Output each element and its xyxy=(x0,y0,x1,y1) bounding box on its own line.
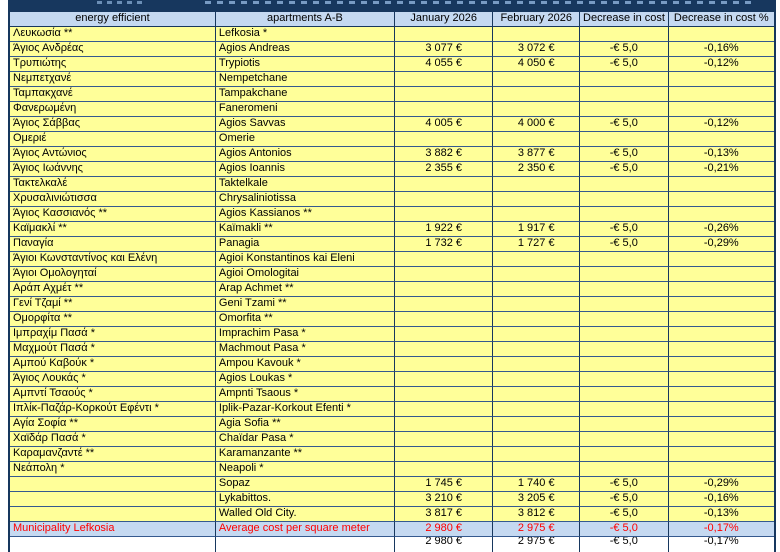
value-cell[interactable] xyxy=(580,132,669,147)
value-cell[interactable] xyxy=(395,297,494,312)
district-name-greek-cell[interactable]: Φανερωμένη xyxy=(10,102,216,117)
value-cell[interactable]: -0,17% xyxy=(703,537,739,547)
value-cell[interactable] xyxy=(669,27,774,42)
district-name-greek-cell[interactable]: Αγία Σοφία ** xyxy=(10,417,216,432)
district-name-english-cell[interactable]: Arap Achmet ** xyxy=(216,282,395,297)
value-cell[interactable] xyxy=(580,327,669,342)
table-row xyxy=(10,477,774,492)
value-cell[interactable] xyxy=(395,342,494,357)
value-cell[interactable] xyxy=(493,252,580,267)
value-cell[interactable] xyxy=(493,282,580,297)
value-cell[interactable] xyxy=(580,297,669,312)
table-row xyxy=(10,432,774,447)
district-name-english-cell[interactable] xyxy=(216,537,395,552)
table-row xyxy=(10,162,774,177)
value-cell[interactable] xyxy=(493,357,580,372)
table-row xyxy=(10,27,774,42)
district-name-english-cell[interactable]: Lykabittos. xyxy=(216,492,395,507)
column-header-january-2026[interactable]: January 2026 xyxy=(395,12,494,27)
value-cell[interactable] xyxy=(580,72,669,87)
district-name-english-cell[interactable]: Agios Andreas xyxy=(216,42,395,57)
value-cell[interactable] xyxy=(493,102,580,117)
value-cell[interactable]: -0,29% xyxy=(669,237,774,252)
district-name-greek-cell[interactable]: Ταμπακχανέ xyxy=(10,87,216,102)
value-cell[interactable] xyxy=(669,387,774,402)
district-name-english-cell[interactable]: Neapoli * xyxy=(216,462,395,477)
value-cell[interactable] xyxy=(669,132,774,147)
value-cell[interactable] xyxy=(580,102,669,117)
table-row xyxy=(10,102,774,117)
value-cell[interactable]: -0,17% xyxy=(669,522,774,537)
value-cell[interactable] xyxy=(395,432,494,447)
value-cell[interactable] xyxy=(395,372,494,387)
value-cell[interactable]: 2 975 € xyxy=(493,522,580,537)
table-row xyxy=(10,342,774,357)
district-name-greek-cell[interactable]: Άγιος Σάββας xyxy=(10,117,216,132)
value-cell[interactable] xyxy=(580,387,669,402)
value-cell[interactable] xyxy=(669,342,774,357)
district-name-greek-cell[interactable]: Παναγία xyxy=(10,237,216,252)
district-name-english-cell[interactable]: Agios Antonios xyxy=(216,147,395,162)
district-name-greek-cell[interactable]: Νεάπολη * xyxy=(10,462,216,477)
table-row xyxy=(10,132,774,147)
value-cell[interactable] xyxy=(395,192,494,207)
value-cell[interactable] xyxy=(395,267,494,282)
value-cell[interactable] xyxy=(580,357,669,372)
district-name-greek-cell[interactable]: Άγιος Λουκάς * xyxy=(10,372,216,387)
value-cell[interactable]: 4 055 € xyxy=(395,57,494,72)
value-cell[interactable] xyxy=(580,462,669,477)
table-row xyxy=(10,177,774,192)
table-row xyxy=(10,312,774,327)
value-cell[interactable] xyxy=(493,417,580,432)
value-cell[interactable]: 2 350 € xyxy=(493,162,580,177)
district-name-english-cell[interactable]: Faneromeni xyxy=(216,102,395,117)
table-row xyxy=(10,207,774,222)
district-name-greek-cell[interactable]: Τρυπιώτης xyxy=(10,57,216,72)
value-cell[interactable]: -€ 5,0 xyxy=(580,222,669,237)
value-cell[interactable] xyxy=(493,462,580,477)
district-name-greek-cell[interactable]: Άγιος Κασσιανός ** xyxy=(10,207,216,222)
value-cell[interactable] xyxy=(493,312,580,327)
value-cell[interactable]: -0,16% xyxy=(669,492,774,507)
value-cell[interactable] xyxy=(669,402,774,417)
value-cell[interactable] xyxy=(493,342,580,357)
value-cell[interactable]: -0,12% xyxy=(669,117,774,132)
table-row xyxy=(10,537,774,552)
district-name-greek-cell[interactable]: Ομεριέ xyxy=(10,132,216,147)
value-cell[interactable] xyxy=(669,312,774,327)
district-name-greek-cell[interactable]: Καραμανζαντέ ** xyxy=(10,447,216,462)
value-cell[interactable] xyxy=(493,192,580,207)
district-name-english-cell[interactable]: Geni Tzami ** xyxy=(216,297,395,312)
district-name-greek-cell[interactable]: Ιμπραχίμ Πασά * xyxy=(10,327,216,342)
district-name-english-cell[interactable]: Walled Old City. xyxy=(216,507,395,522)
value-cell[interactable] xyxy=(580,432,669,447)
district-name-greek-cell[interactable]: Μαχμούτ Πασά * xyxy=(10,342,216,357)
value-cell[interactable]: -€ 5,0 xyxy=(580,237,669,252)
table-row xyxy=(10,252,774,267)
district-name-english-cell[interactable]: Trypiotis xyxy=(216,57,395,72)
value-cell[interactable] xyxy=(395,252,494,267)
table-row xyxy=(10,387,774,402)
district-name-english-cell[interactable]: Average cost per square meter xyxy=(216,522,395,537)
value-cell[interactable]: 2 355 € xyxy=(395,162,494,177)
value-cell[interactable]: -0,29% xyxy=(669,477,774,492)
value-cell[interactable]: 4 000 € xyxy=(493,117,580,132)
table-row xyxy=(10,372,774,387)
district-name-greek-cell[interactable] xyxy=(10,492,216,507)
value-cell[interactable]: 3 072 € xyxy=(493,42,580,57)
district-name-english-cell[interactable]: Lefkosia * xyxy=(216,27,395,42)
value-cell[interactable] xyxy=(395,357,494,372)
value-cell[interactable] xyxy=(669,102,774,117)
district-name-greek-cell[interactable]: Άγιος Ανδρέας xyxy=(10,42,216,57)
value-cell[interactable] xyxy=(395,447,494,462)
district-name-english-cell[interactable]: Ampnti Tsaous * xyxy=(216,387,395,402)
value-cell[interactable]: 1 740 € xyxy=(493,477,580,492)
table-row xyxy=(10,462,774,477)
value-cell[interactable] xyxy=(580,267,669,282)
value-cell[interactable] xyxy=(395,72,494,87)
value-cell[interactable] xyxy=(395,327,494,342)
value-cell[interactable] xyxy=(580,447,669,462)
value-cell[interactable]: 1 922 € xyxy=(395,222,494,237)
value-cell[interactable] xyxy=(395,132,494,147)
districts-table xyxy=(8,11,776,552)
district-name-greek-cell[interactable]: Χρυσαλινιώτισσα xyxy=(10,192,216,207)
table-row xyxy=(10,222,774,237)
value-cell[interactable] xyxy=(669,447,774,462)
value-cell[interactable]: 2 975 € xyxy=(493,537,580,552)
value-cell[interactable] xyxy=(669,327,774,342)
table-body xyxy=(10,27,774,552)
value-cell[interactable] xyxy=(580,312,669,327)
value-cell[interactable]: -€ 5,0 xyxy=(580,537,669,552)
value-cell[interactable] xyxy=(580,402,669,417)
value-cell[interactable] xyxy=(493,177,580,192)
district-name-greek-cell[interactable]: Γενί Τζαμί ** xyxy=(10,297,216,312)
table-row xyxy=(10,507,774,522)
table-row xyxy=(10,522,774,537)
district-name-greek-cell[interactable]: Άγιος Αντώνιος xyxy=(10,147,216,162)
value-cell[interactable] xyxy=(669,372,774,387)
value-cell[interactable] xyxy=(493,267,580,282)
value-cell[interactable] xyxy=(493,207,580,222)
value-cell[interactable]: -€ 5,0 xyxy=(580,147,669,162)
district-name-english-cell[interactable]: Chrysaliniotissa xyxy=(216,192,395,207)
value-cell[interactable] xyxy=(669,297,774,312)
value-cell[interactable] xyxy=(395,402,494,417)
district-name-english-cell[interactable]: Omorfita ** xyxy=(216,312,395,327)
district-name-english-cell[interactable]: Machmout Pasa * xyxy=(216,342,395,357)
value-cell[interactable]: 1 917 € xyxy=(493,222,580,237)
value-cell[interactable] xyxy=(493,27,580,42)
value-cell[interactable] xyxy=(493,387,580,402)
table-row xyxy=(10,57,774,72)
value-cell[interactable]: 1 727 € xyxy=(493,237,580,252)
value-cell[interactable]: 2 980 € xyxy=(395,522,494,537)
table-row xyxy=(10,282,774,297)
value-cell[interactable]: -€ 5,0 xyxy=(580,477,669,492)
value-cell[interactable]: -0,12% xyxy=(669,57,774,72)
district-name-english-cell[interactable]: Ampou Kavouk * xyxy=(216,357,395,372)
table-row xyxy=(10,417,774,432)
table-row xyxy=(10,357,774,372)
value-cell[interactable] xyxy=(493,327,580,342)
district-name-english-cell[interactable]: Taktelkale xyxy=(216,177,395,192)
value-cell[interactable] xyxy=(395,387,494,402)
value-cell[interactable]: 3 877 € xyxy=(493,147,580,162)
value-cell[interactable] xyxy=(493,72,580,87)
table-row xyxy=(10,492,774,507)
value-cell[interactable] xyxy=(580,177,669,192)
value-cell[interactable] xyxy=(493,432,580,447)
district-name-english-cell[interactable]: Agioi Omologitai xyxy=(216,267,395,282)
title-bar[interactable] xyxy=(8,0,776,11)
column-header-decrease-in-cost-pct[interactable]: Decrease in cost % xyxy=(669,12,774,27)
table-row xyxy=(10,402,774,417)
value-cell[interactable]: 1 732 € xyxy=(395,237,494,252)
value-cell[interactable] xyxy=(395,312,494,327)
district-name-greek-cell[interactable]: Τακτελκαλέ xyxy=(10,177,216,192)
value-cell[interactable] xyxy=(580,87,669,102)
value-cell[interactable]: 3 817 € xyxy=(395,507,494,522)
value-cell[interactable] xyxy=(669,192,774,207)
value-cell[interactable] xyxy=(493,402,580,417)
value-cell[interactable] xyxy=(493,132,580,147)
value-cell[interactable] xyxy=(669,72,774,87)
value-cell[interactable] xyxy=(580,192,669,207)
value-cell[interactable]: -€ 5,0 xyxy=(580,117,669,132)
district-name-english-cell[interactable]: Iplik-Pazar-Korkout Efenti * xyxy=(216,402,395,417)
value-cell[interactable] xyxy=(669,462,774,477)
column-header-february-2026[interactable]: February 2026 xyxy=(493,12,580,27)
value-cell[interactable]: -0,26% xyxy=(669,222,774,237)
value-cell[interactable]: 1 745 € xyxy=(395,477,494,492)
value-cell[interactable]: -€ 5,0 xyxy=(580,507,669,522)
table-row xyxy=(10,192,774,207)
value-cell[interactable] xyxy=(580,342,669,357)
value-cell[interactable] xyxy=(395,417,494,432)
district-name-english-cell[interactable]: Panagia xyxy=(216,237,395,252)
value-cell[interactable] xyxy=(669,207,774,222)
district-name-english-cell[interactable]: Tampakchane xyxy=(216,87,395,102)
table-row xyxy=(10,447,774,462)
value-cell[interactable] xyxy=(395,27,494,42)
value-cell[interactable] xyxy=(669,252,774,267)
value-cell[interactable]: 4 050 € xyxy=(493,57,580,72)
value-cell[interactable] xyxy=(395,207,494,222)
value-cell[interactable] xyxy=(669,267,774,282)
district-name-english-cell[interactable]: Agioi Konstantinos kai Eleni xyxy=(216,252,395,267)
value-cell[interactable] xyxy=(580,252,669,267)
value-cell[interactable] xyxy=(669,282,774,297)
column-header-apartments[interactable]: apartments A-B xyxy=(216,12,395,27)
district-name-greek-cell[interactable]: Αμπντί Τσαούς * xyxy=(10,387,216,402)
value-cell[interactable] xyxy=(669,177,774,192)
district-name-greek-cell[interactable]: Καϊμακλί ** xyxy=(10,222,216,237)
value-cell[interactable] xyxy=(493,297,580,312)
value-cell[interactable]: 3 882 € xyxy=(395,147,494,162)
value-cell[interactable]: 3 812 € xyxy=(493,507,580,522)
district-name-greek-cell[interactable]: Ομορφίτα ** xyxy=(10,312,216,327)
district-name-english-cell[interactable]: Nempetchane xyxy=(216,72,395,87)
district-name-greek-cell[interactable] xyxy=(10,537,216,552)
value-cell[interactable]: -€ 5,0 xyxy=(580,492,669,507)
value-cell[interactable]: -0,21% xyxy=(669,162,774,177)
value-cell[interactable] xyxy=(395,282,494,297)
table-row xyxy=(10,327,774,342)
value-cell[interactable] xyxy=(395,177,494,192)
table-row xyxy=(10,237,774,252)
spreadsheet xyxy=(8,0,776,552)
value-cell[interactable]: 3 205 € xyxy=(493,492,580,507)
value-cell[interactable]: -0,13% xyxy=(669,507,774,522)
value-cell[interactable]: 2 980 € xyxy=(395,537,494,552)
column-header-decrease-in-cost[interactable]: Decrease in cost xyxy=(580,12,669,27)
value-cell[interactable] xyxy=(580,417,669,432)
district-name-greek-cell[interactable]: Χαϊδάρ Πασά * xyxy=(10,432,216,447)
value-cell[interactable]: 3 210 € xyxy=(395,492,494,507)
district-name-greek-cell[interactable]: Municipality Lefkosia xyxy=(10,522,216,537)
value-cell[interactable]: -0,13% xyxy=(669,147,774,162)
table-row xyxy=(10,147,774,162)
value-cell[interactable] xyxy=(493,447,580,462)
district-name-english-cell[interactable]: Agios Kassianos ** xyxy=(216,207,395,222)
value-cell[interactable]: -€ 5,0 xyxy=(580,162,669,177)
table-header-row xyxy=(10,12,774,27)
value-cell[interactable] xyxy=(580,207,669,222)
district-name-greek-cell[interactable]: Νεμπετχανέ xyxy=(10,72,216,87)
value-cell[interactable] xyxy=(669,417,774,432)
table-row xyxy=(10,72,774,87)
value-cell[interactable] xyxy=(580,282,669,297)
value-cell[interactable]: -€ 5,0 xyxy=(580,522,669,537)
column-header-energy-efficient[interactable]: energy efficient xyxy=(10,12,216,27)
value-cell[interactable]: 4 005 € xyxy=(395,117,494,132)
table-row xyxy=(10,42,774,57)
district-name-english-cell[interactable]: Imprachim Pasa * xyxy=(216,327,395,342)
table-row xyxy=(10,87,774,102)
value-cell[interactable]: -€ 5,0 xyxy=(580,57,669,72)
value-cell[interactable] xyxy=(493,372,580,387)
district-name-english-cell[interactable]: Chaïdar Pasa * xyxy=(216,432,395,447)
district-name-greek-cell[interactable] xyxy=(10,507,216,522)
value-cell[interactable] xyxy=(395,87,494,102)
value-cell[interactable] xyxy=(395,462,494,477)
district-name-greek-cell[interactable]: Ιπλίκ-Παζάρ-Κορκούτ Εφέντι * xyxy=(10,402,216,417)
district-name-greek-cell[interactable]: Αμπού Καβούκ * xyxy=(10,357,216,372)
district-name-english-cell[interactable]: Agios Savvas xyxy=(216,117,395,132)
district-name-english-cell[interactable]: Karamanzante ** xyxy=(216,447,395,462)
district-name-greek-cell[interactable]: Λευκωσία ** xyxy=(10,27,216,42)
district-name-english-cell[interactable]: Kaïmakli ** xyxy=(216,222,395,237)
value-cell[interactable] xyxy=(669,432,774,447)
table-row xyxy=(10,297,774,312)
district-name-greek-cell[interactable]: Άγιοι Κωνσταντίνος και Ελένη xyxy=(10,252,216,267)
district-name-english-cell[interactable]: Agios Ioannis xyxy=(216,162,395,177)
table-row xyxy=(10,117,774,132)
district-name-greek-cell[interactable]: Άγιοι Ομολογηταί xyxy=(10,267,216,282)
value-cell[interactable]: -€ 5,0 xyxy=(580,42,669,57)
table-row xyxy=(10,267,774,282)
district-name-english-cell[interactable]: Sopaz xyxy=(216,477,395,492)
value-cell[interactable] xyxy=(580,372,669,387)
value-cell[interactable] xyxy=(669,357,774,372)
district-name-english-cell[interactable]: Agia Sofia ** xyxy=(216,417,395,432)
value-cell[interactable]: -0,16% xyxy=(669,42,774,57)
district-name-greek-cell[interactable]: Άγιος Ιωάννης xyxy=(10,162,216,177)
value-cell[interactable] xyxy=(669,87,774,102)
district-name-english-cell[interactable]: Omerie xyxy=(216,132,395,147)
district-name-english-cell[interactable]: Agios Loukas * xyxy=(216,372,395,387)
value-cell[interactable] xyxy=(580,27,669,42)
value-cell[interactable] xyxy=(493,87,580,102)
value-cell[interactable] xyxy=(395,102,494,117)
district-name-greek-cell[interactable]: Αράπ Αχμέτ ** xyxy=(10,282,216,297)
district-name-greek-cell[interactable] xyxy=(10,477,216,492)
value-cell[interactable]: 3 077 € xyxy=(395,42,494,57)
